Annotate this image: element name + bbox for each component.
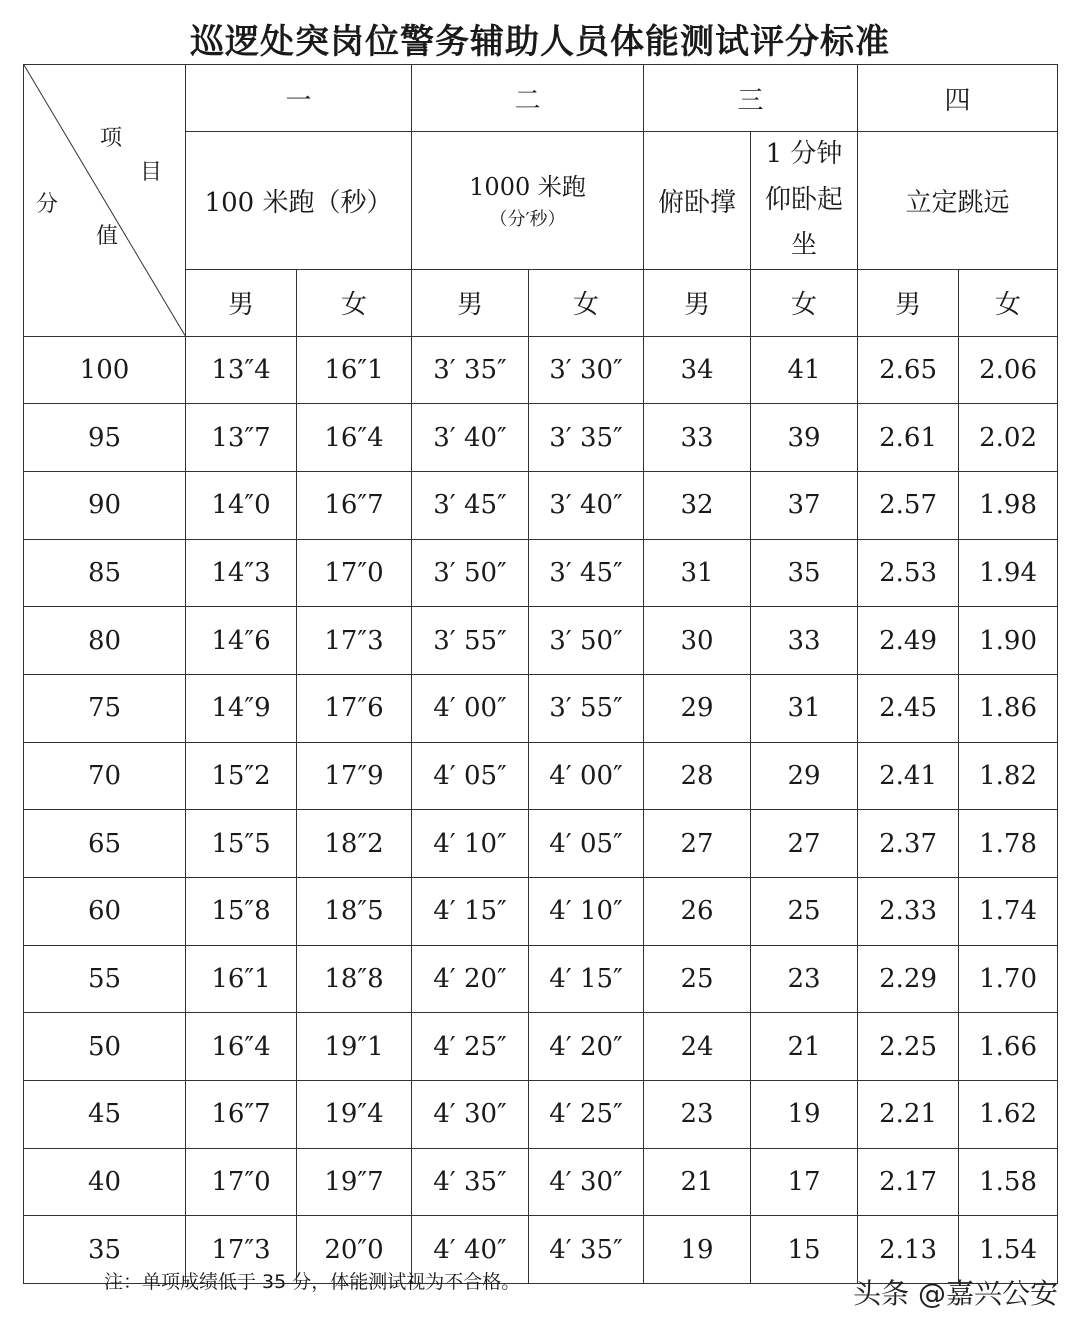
- table-row: [24, 742, 1058, 810]
- group-header-1: 一: [186, 65, 412, 132]
- table-row: [24, 471, 1058, 539]
- jump-female-cell: 2.02: [959, 404, 1058, 472]
- situp-cell: 41: [751, 336, 858, 404]
- score-cell: 65: [24, 810, 186, 878]
- run1000-male-cell: 3′ 40″: [412, 404, 529, 472]
- event-situp-line2: 仰卧起: [765, 184, 844, 215]
- run1000-male-cell: 4′ 10″: [412, 810, 529, 878]
- run100-female-cell: 16″4: [297, 404, 412, 472]
- group-header-3: 三: [644, 65, 858, 132]
- score-cell: 55: [24, 945, 186, 1013]
- run100-male-cell: 14″9: [186, 674, 297, 742]
- run100-female-cell: 17″6: [297, 674, 412, 742]
- table-row: [24, 607, 1058, 675]
- run1000-female-cell: 3′ 50″: [529, 607, 644, 675]
- pushup-cell: 29: [644, 674, 751, 742]
- run100-male-cell: 14″3: [186, 539, 297, 607]
- run1000-female-cell: 4′ 15″: [529, 945, 644, 1013]
- score-cell: 95: [24, 404, 186, 472]
- table-row: [24, 336, 1058, 404]
- table-row: [24, 404, 1058, 472]
- run1000-male-cell: 4′ 25″: [412, 1013, 529, 1081]
- jump-male-cell: 2.17: [858, 1148, 959, 1216]
- situp-cell: 23: [751, 945, 858, 1013]
- run100-female-cell: 20″0: [297, 1216, 412, 1284]
- gender-header: 女: [751, 269, 858, 336]
- run1000-male-cell: 3′ 35″: [412, 336, 529, 404]
- jump-female-cell: 1.74: [959, 878, 1058, 946]
- run1000-male-cell: 3′ 45″: [412, 471, 529, 539]
- watermark: 头条 @嘉兴公安: [853, 1277, 1058, 1310]
- jump-female-cell: 1.94: [959, 539, 1058, 607]
- gender-header: 女: [959, 269, 1058, 336]
- run100-male-cell: 13″4: [186, 336, 297, 404]
- run100-male-cell: 16″4: [186, 1013, 297, 1081]
- event-situp-line3: 坐: [791, 230, 818, 260]
- gender-header: 男: [644, 269, 751, 336]
- run100-male-cell: 15″5: [186, 810, 297, 878]
- pushup-cell: 21: [644, 1148, 751, 1216]
- gender-header: 男: [186, 269, 297, 336]
- run100-female-cell: 16″7: [297, 471, 412, 539]
- pushup-cell: 24: [644, 1013, 751, 1081]
- score-cell: 35: [24, 1216, 186, 1284]
- score-cell: 45: [24, 1081, 186, 1149]
- jump-male-cell: 2.33: [858, 878, 959, 946]
- run100-female-cell: 17″9: [297, 742, 412, 810]
- gender-header: 男: [858, 269, 959, 336]
- run100-female-cell: 16″1: [297, 336, 412, 404]
- event-standing-jump: 立定跳远: [858, 132, 1058, 270]
- jump-male-cell: 2.49: [858, 607, 959, 675]
- table-row: [24, 945, 1058, 1013]
- run1000-female-cell: 4′ 05″: [529, 810, 644, 878]
- score-table: [23, 64, 1058, 1284]
- jump-female-cell: 1.98: [959, 471, 1058, 539]
- run1000-female-cell: 3′ 45″: [529, 539, 644, 607]
- jump-female-cell: 1.86: [959, 674, 1058, 742]
- situp-cell: 35: [751, 539, 858, 607]
- footnote: 注：单项成绩低于 35 分，体能测试视为不合格。: [104, 1271, 521, 1293]
- score-cell: 60: [24, 878, 186, 946]
- run100-male-cell: 17″0: [186, 1148, 297, 1216]
- event-run-100m: 100 米跑（秒）: [186, 132, 412, 270]
- run100-female-cell: 18″5: [297, 878, 412, 946]
- pushup-cell: 26: [644, 878, 751, 946]
- run1000-male-cell: 4′ 30″: [412, 1081, 529, 1149]
- jump-male-cell: 2.25: [858, 1013, 959, 1081]
- score-cell: 100: [24, 336, 186, 404]
- pushup-cell: 28: [644, 742, 751, 810]
- run1000-female-cell: 4′ 10″: [529, 878, 644, 946]
- situp-cell: 29: [751, 742, 858, 810]
- table-row: [24, 674, 1058, 742]
- jump-female-cell: 1.78: [959, 810, 1058, 878]
- situp-cell: 39: [751, 404, 858, 472]
- run100-female-cell: 19″1: [297, 1013, 412, 1081]
- group-header-4: 四: [858, 65, 1058, 132]
- event-situp: [751, 132, 858, 270]
- diag-label-item-1: 项: [100, 126, 123, 151]
- run100-female-cell: 17″3: [297, 607, 412, 675]
- run100-male-cell: 16″1: [186, 945, 297, 1013]
- jump-male-cell: 2.57: [858, 471, 959, 539]
- situp-cell: 15: [751, 1216, 858, 1284]
- pushup-cell: 19: [644, 1216, 751, 1284]
- diag-label-item-2: 目: [140, 160, 163, 185]
- jump-male-cell: 2.13: [858, 1216, 959, 1284]
- run1000-male-cell: 4′ 15″: [412, 878, 529, 946]
- event-situp-line1: 1 分钟: [765, 139, 843, 169]
- jump-male-cell: 2.53: [858, 539, 959, 607]
- run1000-female-cell: 4′ 20″: [529, 1013, 644, 1081]
- gender-header: 女: [297, 269, 412, 336]
- header-row-groups: [24, 65, 1058, 132]
- situp-cell: 17: [751, 1148, 858, 1216]
- run1000-male-cell: 4′ 05″: [412, 742, 529, 810]
- diag-label-score-1: 分: [36, 192, 59, 217]
- situp-cell: 27: [751, 810, 858, 878]
- pushup-cell: 23: [644, 1081, 751, 1149]
- situp-cell: 31: [751, 674, 858, 742]
- run1000-male-cell: 4′ 20″: [412, 945, 529, 1013]
- score-cell: 80: [24, 607, 186, 675]
- run100-male-cell: 14″0: [186, 471, 297, 539]
- pushup-cell: 25: [644, 945, 751, 1013]
- score-cell: 85: [24, 539, 186, 607]
- pushup-cell: 34: [644, 336, 751, 404]
- situp-cell: 37: [751, 471, 858, 539]
- run1000-female-cell: 3′ 40″: [529, 471, 644, 539]
- jump-female-cell: 2.06: [959, 336, 1058, 404]
- run100-male-cell: 15″2: [186, 742, 297, 810]
- gender-header: 女: [529, 269, 644, 336]
- page-title: 巡逻处突岗位警务辅助人员体能测试评分标准: [190, 22, 890, 62]
- score-cell: 90: [24, 471, 186, 539]
- run100-female-cell: 17″0: [297, 539, 412, 607]
- run1000-male-cell: 4′ 35″: [412, 1148, 529, 1216]
- run1000-male-cell: 4′ 00″: [412, 674, 529, 742]
- table-row: [24, 539, 1058, 607]
- jump-female-cell: 1.82: [959, 742, 1058, 810]
- run100-male-cell: 17″3: [186, 1216, 297, 1284]
- run100-male-cell: 15″8: [186, 878, 297, 946]
- run100-male-cell: 16″7: [186, 1081, 297, 1149]
- score-cell: 75: [24, 674, 186, 742]
- diag-label-score-2: 值: [96, 224, 119, 249]
- table-row: [24, 1081, 1058, 1149]
- jump-female-cell: 1.70: [959, 945, 1058, 1013]
- run1000-female-cell: 4′ 00″: [529, 742, 644, 810]
- run1000-female-cell: 3′ 30″: [529, 336, 644, 404]
- score-cell: 40: [24, 1148, 186, 1216]
- jump-male-cell: 2.61: [858, 404, 959, 472]
- jump-male-cell: 2.21: [858, 1081, 959, 1149]
- jump-female-cell: 1.62: [959, 1081, 1058, 1149]
- table-row: [24, 878, 1058, 946]
- run1000-female-cell: 3′ 35″: [529, 404, 644, 472]
- jump-female-cell: 1.66: [959, 1013, 1058, 1081]
- run100-female-cell: 19″7: [297, 1148, 412, 1216]
- jump-female-cell: 1.58: [959, 1148, 1058, 1216]
- jump-male-cell: 2.29: [858, 945, 959, 1013]
- jump-male-cell: 2.41: [858, 742, 959, 810]
- run1000-female-cell: 3′ 55″: [529, 674, 644, 742]
- pushup-cell: 32: [644, 471, 751, 539]
- event-pushup: 俯卧撑: [644, 132, 751, 270]
- run1000-male-cell: 4′ 40″: [412, 1216, 529, 1284]
- jump-male-cell: 2.65: [858, 336, 959, 404]
- event-run-1000m: [412, 132, 644, 270]
- situp-cell: 33: [751, 607, 858, 675]
- situp-cell: 25: [751, 878, 858, 946]
- situp-cell: 21: [751, 1013, 858, 1081]
- run100-female-cell: 19″4: [297, 1081, 412, 1149]
- run100-male-cell: 14″6: [186, 607, 297, 675]
- pushup-cell: 33: [644, 404, 751, 472]
- pushup-cell: 30: [644, 607, 751, 675]
- jump-female-cell: 1.90: [959, 607, 1058, 675]
- diagonal-header-cell: [24, 65, 186, 337]
- table-row: [24, 1013, 1058, 1081]
- run1000-female-cell: 4′ 30″: [529, 1148, 644, 1216]
- pushup-cell: 31: [644, 539, 751, 607]
- run100-female-cell: 18″8: [297, 945, 412, 1013]
- score-cell: 70: [24, 742, 186, 810]
- jump-female-cell: 1.54: [959, 1216, 1058, 1284]
- group-header-2: 二: [412, 65, 644, 132]
- run1000-female-cell: 4′ 35″: [529, 1216, 644, 1284]
- table-row: [24, 810, 1058, 878]
- run100-female-cell: 18″2: [297, 810, 412, 878]
- run1000-female-cell: 4′ 25″: [529, 1081, 644, 1149]
- situp-cell: 19: [751, 1081, 858, 1149]
- jump-male-cell: 2.45: [858, 674, 959, 742]
- score-cell: 50: [24, 1013, 186, 1081]
- table-row: [24, 1148, 1058, 1216]
- event-run-1000m-line1: 1000 米跑: [469, 172, 586, 201]
- gender-header: 男: [412, 269, 529, 336]
- pushup-cell: 27: [644, 810, 751, 878]
- run1000-male-cell: 3′ 55″: [412, 607, 529, 675]
- run100-male-cell: 13″7: [186, 404, 297, 472]
- jump-male-cell: 2.37: [858, 810, 959, 878]
- event-run-1000m-line2: （分′秒）: [489, 208, 566, 230]
- run1000-male-cell: 3′ 50″: [412, 539, 529, 607]
